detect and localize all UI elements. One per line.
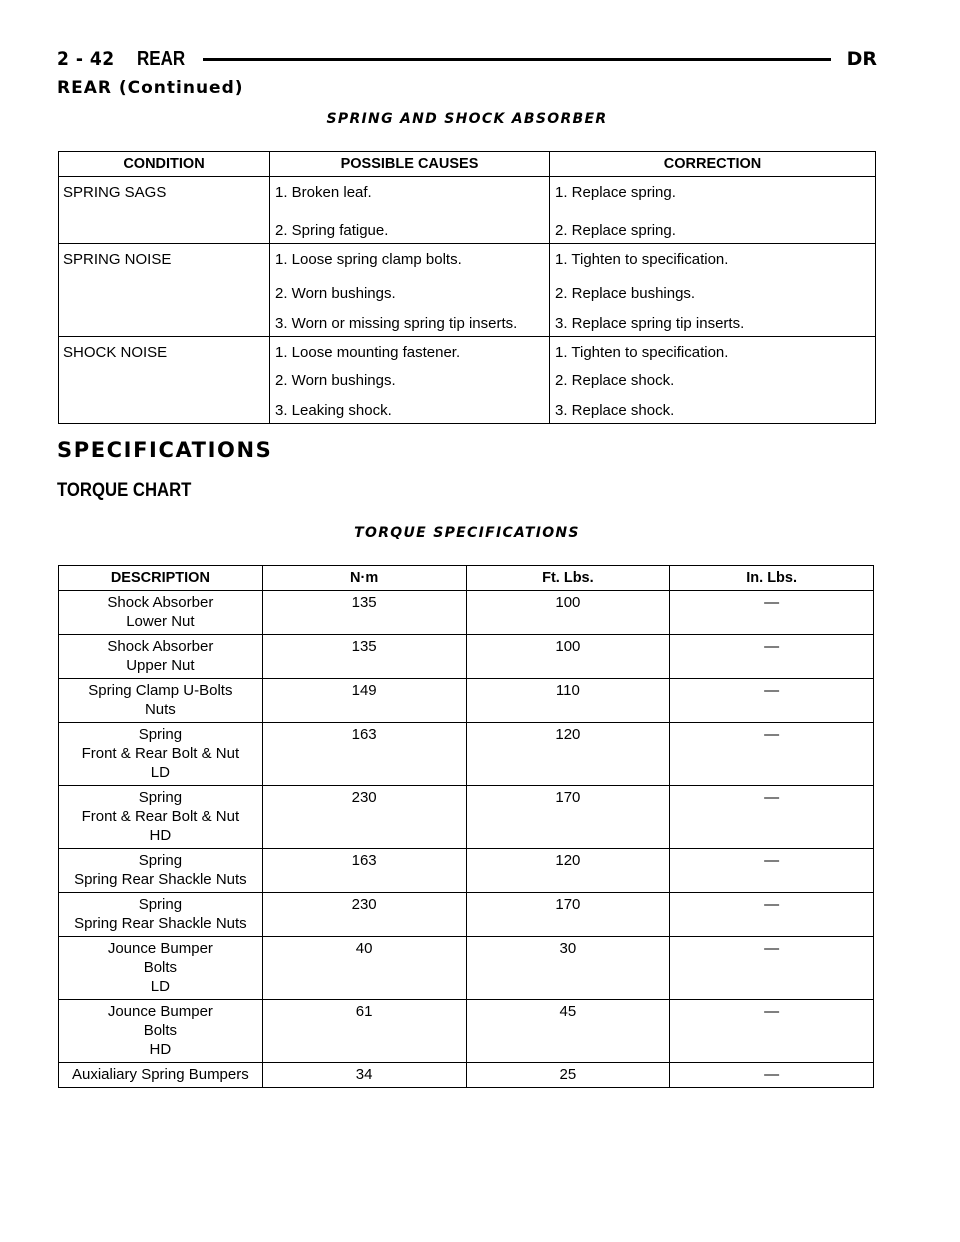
correction-cell	[550, 244, 876, 337]
column-header: CONDITION	[59, 152, 270, 177]
cause-cell	[270, 244, 550, 337]
diagnosis-row	[59, 244, 876, 337]
description-cell: Spring Clamp U-Bolts Nuts	[59, 679, 263, 723]
diagnosis-row	[59, 337, 876, 424]
diagnosis-table-title: SPRING AND SHOCK ABSORBER	[326, 111, 608, 127]
nm-cell: 163	[262, 849, 466, 893]
torque-row	[59, 893, 874, 937]
section-name: REAR	[136, 47, 185, 70]
nm-cell: 230	[262, 893, 466, 937]
inlbs-cell: —	[670, 723, 874, 786]
inlbs-cell: —	[670, 1063, 874, 1088]
description-cell: Spring Spring Rear Shackle Nuts	[59, 849, 263, 893]
condition-cell	[59, 177, 270, 244]
inlbs-cell: —	[670, 849, 874, 893]
correction-text: 1. Replace spring.	[555, 184, 676, 201]
nm-cell: 34	[262, 1063, 466, 1088]
torque-row	[59, 723, 874, 786]
condition-cell	[59, 244, 270, 337]
correction-text: 1. Tighten to specification.	[555, 344, 729, 361]
ftlbs-cell: 30	[466, 937, 670, 1000]
description-cell: Spring Front & Rear Bolt & Nut LD	[59, 723, 263, 786]
inlbs-cell: —	[670, 635, 874, 679]
nm-cell: 40	[262, 937, 466, 1000]
column-header: Ft. Lbs.	[466, 566, 670, 591]
page-number: 2 - 42	[57, 48, 115, 70]
inlbs-cell: —	[670, 893, 874, 937]
torque-row	[59, 635, 874, 679]
correction-text: 2. Replace bushings.	[555, 285, 696, 302]
condition-cell	[59, 337, 270, 424]
nm-cell: 61	[262, 1000, 466, 1063]
description-cell: Auxialiary Spring Bumpers	[59, 1063, 263, 1088]
page-header	[57, 46, 877, 72]
cause-text: 2. Worn bushings.	[275, 372, 396, 389]
correction-cell	[550, 177, 876, 244]
diagnosis-table	[58, 151, 876, 424]
nm-cell: 149	[262, 679, 466, 723]
ftlbs-cell: 120	[466, 723, 670, 786]
correction-text: 3. Replace spring tip inserts.	[555, 315, 745, 332]
ftlbs-cell: 120	[466, 849, 670, 893]
description-cell: Spring Spring Rear Shackle Nuts	[59, 893, 263, 937]
inlbs-cell: —	[670, 591, 874, 635]
diagnosis-row	[59, 177, 876, 244]
cause-text: 1. Loose mounting fastener.	[275, 344, 461, 361]
column-header: CORRECTION	[550, 152, 876, 177]
description-cell: Shock Absorber Lower Nut	[59, 591, 263, 635]
inlbs-cell: —	[670, 937, 874, 1000]
condition-text: SHOCK NOISE	[63, 344, 168, 361]
description-cell: Spring Front & Rear Bolt & Nut HD	[59, 786, 263, 849]
torque-row	[59, 591, 874, 635]
continued-heading: REAR (Continued)	[57, 78, 244, 98]
torque-row	[59, 1063, 874, 1088]
torque-row	[59, 679, 874, 723]
description-cell: Shock Absorber Upper Nut	[59, 635, 263, 679]
cause-text: 1. Loose spring clamp bolts.	[275, 251, 462, 268]
description-cell: Jounce Bumper Bolts LD	[59, 937, 263, 1000]
torque-table	[58, 565, 874, 1088]
torque-row	[59, 849, 874, 893]
correction-text: 1. Tighten to specification.	[555, 251, 729, 268]
diagnosis-header-row	[59, 152, 876, 177]
torque-row	[59, 786, 874, 849]
specifications-heading: SPECIFICATIONS	[57, 438, 273, 462]
correction-text: 2. Replace shock.	[555, 372, 675, 389]
cause-text: 2. Spring fatigue.	[275, 222, 389, 239]
cause-text: 1. Broken leaf.	[275, 184, 372, 201]
nm-cell: 230	[262, 786, 466, 849]
correction-text: 3. Replace shock.	[555, 402, 675, 419]
column-header: N·m	[262, 566, 466, 591]
ftlbs-cell: 110	[466, 679, 670, 723]
torque-row	[59, 937, 874, 1000]
inlbs-cell: —	[670, 786, 874, 849]
cause-text: 3. Worn or missing spring tip inserts.	[275, 315, 518, 332]
inlbs-cell: —	[670, 679, 874, 723]
ftlbs-cell: 45	[466, 1000, 670, 1063]
column-header: In. Lbs.	[670, 566, 874, 591]
ftlbs-cell: 170	[466, 786, 670, 849]
ftlbs-cell: 100	[466, 635, 670, 679]
correction-text: 2. Replace spring.	[555, 222, 676, 239]
ftlbs-cell: 25	[466, 1063, 670, 1088]
description-cell: Jounce Bumper Bolts HD	[59, 1000, 263, 1063]
ftlbs-cell: 170	[466, 893, 670, 937]
cause-cell	[270, 177, 550, 244]
nm-cell: 135	[262, 635, 466, 679]
header-rule	[203, 58, 830, 61]
cause-text: 2. Worn bushings.	[275, 285, 396, 302]
nm-cell: 163	[262, 723, 466, 786]
condition-text: SPRING NOISE	[63, 251, 172, 268]
torque-row	[59, 1000, 874, 1063]
cause-cell	[270, 337, 550, 424]
correction-cell	[550, 337, 876, 424]
model-code: DR	[846, 48, 877, 70]
nm-cell: 135	[262, 591, 466, 635]
cause-text: 3. Leaking shock.	[275, 402, 392, 419]
inlbs-cell: —	[670, 1000, 874, 1063]
condition-text: SPRING SAGS	[63, 184, 167, 201]
torque-chart-heading: TORQUE CHART	[57, 480, 192, 501]
column-header: DESCRIPTION	[59, 566, 263, 591]
torque-table-title: TORQUE SPECIFICATIONS	[354, 525, 580, 541]
ftlbs-cell: 100	[466, 591, 670, 635]
torque-header-row	[59, 566, 874, 591]
column-header: POSSIBLE CAUSES	[270, 152, 550, 177]
